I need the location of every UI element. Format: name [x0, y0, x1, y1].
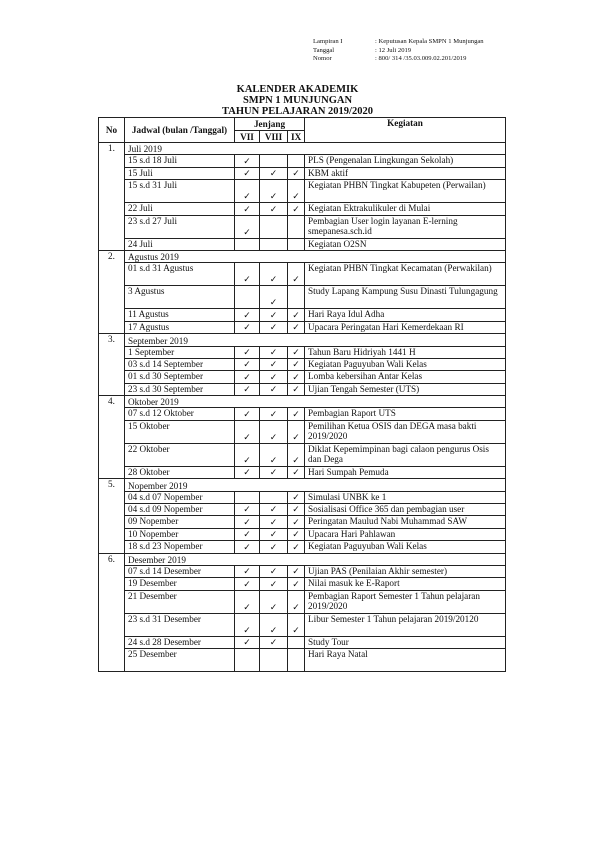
- level-ix-cell: [288, 371, 305, 383]
- check-mark-icon: ✓: [269, 579, 278, 590]
- schedule-date: 01 s.d 30 September: [125, 371, 235, 383]
- level-vii-cell: [235, 321, 260, 333]
- check-mark-icon: ✓: [292, 602, 300, 613]
- level-ix-cell: [288, 346, 305, 358]
- schedule-date: 3 Agustus: [125, 286, 235, 309]
- header-no: No: [99, 118, 125, 143]
- check-mark-icon: ✓: [243, 468, 251, 479]
- meta-row-tanggal: [313, 47, 484, 56]
- activity-text: Pembagian User login layanan E-lerning smepanesa.sch.id: [305, 215, 506, 238]
- level-viii-cell: [260, 371, 288, 383]
- section-row: [99, 334, 506, 346]
- section-number: 3.: [99, 334, 125, 396]
- schedule-date: 22 Oktober: [125, 443, 235, 466]
- schedule-date: 01 s.d 31 Agustus: [125, 263, 235, 286]
- check-mark-icon: ✓: [269, 567, 278, 578]
- check-mark-icon: ✓: [292, 542, 300, 553]
- decree-reference: [313, 38, 484, 64]
- level-ix-cell: [288, 491, 305, 503]
- level-vii-cell: [235, 528, 260, 540]
- check-mark-icon: ✓: [243, 409, 251, 420]
- level-ix-cell: [288, 541, 305, 553]
- level-viii-cell: [260, 443, 288, 466]
- header-vii: VII: [235, 131, 260, 143]
- schedule-date: 11 Agustus: [125, 309, 235, 321]
- level-ix-cell: [288, 383, 305, 395]
- check-mark-icon: ✓: [269, 530, 278, 541]
- table-row: [99, 590, 506, 613]
- activity-text: Pemilihan Ketua OSIS dan DEGA masa bakti 2019/2020: [305, 420, 506, 443]
- check-mark-icon: ✓: [292, 579, 300, 590]
- table-row: [99, 491, 506, 503]
- level-vii-cell: [235, 443, 260, 466]
- check-mark-icon: ✓: [269, 169, 278, 180]
- check-mark-icon: ✓: [269, 409, 278, 420]
- schedule-date: 28 Oktober: [125, 466, 235, 478]
- schedule-date: 1 September: [125, 346, 235, 358]
- section-number: 4.: [99, 396, 125, 479]
- schedule-date: 15 s.d 31 Juli: [125, 180, 235, 203]
- level-viii-cell: [260, 528, 288, 540]
- level-vii-cell: [235, 180, 260, 203]
- check-mark-icon: ✓: [292, 204, 300, 215]
- activity-text: Kegiatan PHBN Tingkat Kecamatan (Perwakilan): [305, 263, 506, 286]
- check-mark-icon: ✓: [269, 625, 278, 636]
- check-mark-icon: ✓: [269, 385, 278, 396]
- check-mark-icon: ✓: [292, 530, 300, 541]
- check-mark-icon: ✓: [243, 579, 251, 590]
- check-mark-icon: ✓: [292, 567, 300, 578]
- level-viii-cell: [260, 180, 288, 203]
- schedule-date: 25 Desember: [125, 649, 235, 672]
- check-mark-icon: ✓: [292, 493, 300, 504]
- check-mark-icon: ✓: [269, 602, 278, 613]
- level-vii-cell: [235, 516, 260, 528]
- section-month: Oktober 2019: [125, 396, 506, 408]
- check-mark-icon: ✓: [292, 517, 300, 528]
- check-mark-icon: ✓: [269, 347, 278, 358]
- table-row: [99, 420, 506, 443]
- table-row: [99, 215, 506, 238]
- table-row: [99, 203, 506, 215]
- level-ix-cell: [288, 443, 305, 466]
- activity-text: Ujian PAS (Penilaian Akhir semester): [305, 565, 506, 577]
- check-mark-icon: ✓: [243, 517, 251, 528]
- level-ix-cell: [288, 420, 305, 443]
- schedule-date: 24 s.d 28 Desember: [125, 636, 235, 648]
- table-row: [99, 516, 506, 528]
- table-row: [99, 286, 506, 309]
- check-mark-icon: ✓: [243, 625, 251, 636]
- check-mark-icon: ✓: [292, 625, 300, 636]
- level-viii-cell: [260, 613, 288, 636]
- check-mark-icon: ✓: [292, 468, 300, 479]
- level-viii-cell: [260, 491, 288, 503]
- activity-text: Kegiatan O2SN: [305, 238, 506, 250]
- level-ix-cell: [288, 286, 305, 309]
- check-mark-icon: ✓: [269, 298, 278, 309]
- check-mark-icon: ✓: [292, 455, 300, 466]
- level-viii-cell: [260, 358, 288, 370]
- activity-text: Kegiatan PHBN Tingkat Kabupeten (Perwailan): [305, 180, 506, 203]
- check-mark-icon: ✓: [292, 385, 300, 396]
- level-ix-cell: [288, 649, 305, 672]
- level-viii-cell: [260, 309, 288, 321]
- table-row: [99, 613, 506, 636]
- activity-text: Nilai masuk ke E-Raport: [305, 578, 506, 590]
- meta-label: Lampiran I: [313, 38, 343, 45]
- check-mark-icon: ✓: [243, 542, 251, 553]
- level-vii-cell: [235, 155, 260, 167]
- level-viii-cell: [260, 321, 288, 333]
- check-mark-icon: ✓: [292, 275, 300, 286]
- level-vii-cell: [235, 286, 260, 309]
- schedule-date: 22 Juli: [125, 203, 235, 215]
- check-mark-icon: ✓: [269, 275, 278, 286]
- meta-label: Tanggal: [313, 46, 335, 54]
- schedule-date: 23 s.d 27 Juli: [125, 215, 235, 238]
- check-mark-icon: ✓: [269, 323, 278, 334]
- header-ix: IX: [288, 131, 305, 143]
- check-mark-icon: ✓: [269, 204, 278, 215]
- table-row: [99, 541, 506, 553]
- level-ix-cell: [288, 408, 305, 420]
- check-mark-icon: ✓: [292, 323, 300, 334]
- level-ix-cell: [288, 203, 305, 215]
- level-ix-cell: [288, 263, 305, 286]
- level-ix-cell: [288, 516, 305, 528]
- header-viii: VIII: [260, 131, 288, 143]
- table-row: [99, 383, 506, 395]
- section-month: September 2019: [125, 334, 506, 346]
- level-ix-cell: [288, 238, 305, 250]
- section-row: [99, 479, 506, 491]
- check-mark-icon: ✓: [269, 468, 278, 479]
- level-viii-cell: [260, 263, 288, 286]
- level-vii-cell: [235, 649, 260, 672]
- level-vii-cell: [235, 466, 260, 478]
- check-mark-icon: ✓: [269, 455, 278, 466]
- check-mark-icon: ✓: [269, 638, 278, 649]
- check-mark-icon: ✓: [292, 432, 300, 443]
- table-row: [99, 636, 506, 648]
- section-number: 6.: [99, 553, 125, 672]
- level-ix-cell: [288, 613, 305, 636]
- check-mark-icon: ✓: [269, 505, 278, 516]
- activity-text: Pembagian Raport UTS: [305, 408, 506, 420]
- check-mark-icon: ✓: [243, 169, 251, 180]
- level-vii-cell: [235, 167, 260, 179]
- section-number: 1.: [99, 143, 125, 251]
- level-viii-cell: [260, 286, 288, 309]
- schedule-date: 09 Nopember: [125, 516, 235, 528]
- meta-value: : Keputusan Kepala SMPN 1 Munjungan: [375, 38, 484, 45]
- check-mark-icon: ✓: [243, 372, 251, 383]
- table-row: [99, 504, 506, 516]
- check-mark-icon: ✓: [292, 372, 300, 383]
- check-mark-icon: ✓: [243, 432, 251, 443]
- level-vii-cell: [235, 238, 260, 250]
- activity-text: Hari Raya Idul Adha: [305, 309, 506, 321]
- activity-text: KBM aktif: [305, 167, 506, 179]
- section-row: [99, 553, 506, 565]
- level-vii-cell: [235, 346, 260, 358]
- check-mark-icon: ✓: [243, 567, 251, 578]
- header-kegiatan: Kegiatan: [305, 118, 506, 143]
- level-viii-cell: [260, 238, 288, 250]
- level-viii-cell: [260, 636, 288, 648]
- check-mark-icon: ✓: [243, 638, 251, 649]
- level-vii-cell: [235, 371, 260, 383]
- check-mark-icon: ✓: [243, 530, 251, 541]
- check-mark-icon: ✓: [292, 347, 300, 358]
- level-vii-cell: [235, 408, 260, 420]
- table-row: [99, 466, 506, 478]
- check-mark-icon: ✓: [269, 372, 278, 383]
- title-line-2: SMPN 1 MUNJUNGAN: [242, 95, 353, 106]
- level-ix-cell: [288, 321, 305, 333]
- check-mark-icon: ✓: [243, 310, 251, 321]
- table-row: [99, 321, 506, 333]
- schedule-date: 24 Juli: [125, 238, 235, 250]
- meta-value: : 12 Juli 2019: [375, 46, 412, 54]
- section-row: [99, 143, 506, 155]
- check-mark-icon: ✓: [292, 505, 300, 516]
- meta-value: : 800/ 314 /35.03.009.02.201/2019: [375, 55, 467, 63]
- level-viii-cell: [260, 346, 288, 358]
- schedule-date: 04 s.d 07 Nopember: [125, 491, 235, 503]
- level-ix-cell: [288, 358, 305, 370]
- calendar-body: [99, 143, 506, 672]
- check-mark-icon: ✓: [269, 542, 278, 553]
- title-line-1: KALENDER AKADEMIK: [236, 84, 359, 95]
- level-viii-cell: [260, 565, 288, 577]
- meta-row-nomor: [313, 55, 484, 64]
- level-vii-cell: [235, 613, 260, 636]
- section-number: 5.: [99, 479, 125, 553]
- title-line-3: TAHUN PELAJARAN 2019/2020: [222, 106, 373, 117]
- level-viii-cell: [260, 541, 288, 553]
- schedule-date: 19 Desember: [125, 578, 235, 590]
- level-viii-cell: [260, 504, 288, 516]
- schedule-date: 15 Oktober: [125, 420, 235, 443]
- level-viii-cell: [260, 516, 288, 528]
- level-viii-cell: [260, 578, 288, 590]
- check-mark-icon: ✓: [269, 432, 278, 443]
- schedule-date: 23 s.d 30 September: [125, 383, 235, 395]
- level-viii-cell: [260, 215, 288, 238]
- check-mark-icon: ✓: [292, 192, 300, 203]
- level-ix-cell: [288, 565, 305, 577]
- activity-text: PLS (Pengenalan Lingkungan Sekolah): [305, 155, 506, 167]
- level-viii-cell: [260, 383, 288, 395]
- level-vii-cell: [235, 215, 260, 238]
- level-vii-cell: [235, 383, 260, 395]
- table-row: [99, 167, 506, 179]
- level-ix-cell: [288, 155, 305, 167]
- activity-text: Hari Raya Natal: [305, 649, 506, 672]
- schedule-date: 18 s.d 23 Nopember: [125, 541, 235, 553]
- level-ix-cell: [288, 578, 305, 590]
- check-mark-icon: ✓: [243, 204, 251, 215]
- activity-text: Upacara Hari Pahlawan: [305, 528, 506, 540]
- level-ix-cell: [288, 504, 305, 516]
- level-vii-cell: [235, 578, 260, 590]
- header-jadwal: Jadwal (bulan /Tanggal): [125, 118, 235, 143]
- level-vii-cell: [235, 203, 260, 215]
- level-vii-cell: [235, 358, 260, 370]
- level-viii-cell: [260, 466, 288, 478]
- activity-text: Kegiatan Ektrakulikuler di Mulai: [305, 203, 506, 215]
- level-viii-cell: [260, 203, 288, 215]
- level-vii-cell: [235, 491, 260, 503]
- level-ix-cell: [288, 590, 305, 613]
- activity-text: Kegiatan Paguyuban Wali Kelas: [305, 541, 506, 553]
- section-row: [99, 250, 506, 262]
- level-ix-cell: [288, 309, 305, 321]
- header-jenjang: Jenjang: [235, 118, 305, 131]
- level-vii-cell: [235, 263, 260, 286]
- level-vii-cell: [235, 541, 260, 553]
- level-viii-cell: [260, 167, 288, 179]
- check-mark-icon: ✓: [243, 347, 251, 358]
- section-month: Agustus 2019: [125, 250, 506, 262]
- activity-text: Tahun Baru Hidriyah 1441 H: [305, 346, 506, 358]
- level-ix-cell: [288, 528, 305, 540]
- table-row: [99, 346, 506, 358]
- table-row: [99, 180, 506, 203]
- activity-text: Sosialisasi Office 365 dan pembagian user: [305, 504, 506, 516]
- check-mark-icon: ✓: [292, 360, 300, 371]
- activity-text: Lomba kebersihan Antar Kelas: [305, 371, 506, 383]
- table-row: [99, 578, 506, 590]
- schedule-date: 15 Juli: [125, 167, 235, 179]
- document-title: [0, 84, 595, 117]
- schedule-date: 15 s.d 18 Juli: [125, 155, 235, 167]
- check-mark-icon: ✓: [243, 227, 251, 238]
- check-mark-icon: ✓: [292, 409, 300, 420]
- table-row: [99, 371, 506, 383]
- level-vii-cell: [235, 565, 260, 577]
- table-row: [99, 155, 506, 167]
- table-row: [99, 408, 506, 420]
- activity-text: Kegiatan Paguyuban Wali Kelas: [305, 358, 506, 370]
- check-mark-icon: ✓: [243, 192, 251, 203]
- table-row: [99, 649, 506, 672]
- academic-calendar-table: [98, 117, 506, 672]
- schedule-date: 04 s.d 09 Nopember: [125, 504, 235, 516]
- level-vii-cell: [235, 420, 260, 443]
- check-mark-icon: ✓: [243, 455, 251, 466]
- schedule-date: 17 Agustus: [125, 321, 235, 333]
- check-mark-icon: ✓: [243, 275, 251, 286]
- check-mark-icon: ✓: [269, 192, 278, 203]
- check-mark-icon: ✓: [292, 310, 300, 321]
- level-vii-cell: [235, 309, 260, 321]
- activity-text: Pembagian Raport Semester 1 Tahun pelajaran 2019/2020: [305, 590, 506, 613]
- section-month: Juli 2019: [125, 143, 506, 155]
- level-vii-cell: [235, 590, 260, 613]
- table-row: [99, 309, 506, 321]
- table-row: [99, 263, 506, 286]
- table-row: [99, 358, 506, 370]
- level-viii-cell: [260, 420, 288, 443]
- level-viii-cell: [260, 408, 288, 420]
- level-ix-cell: [288, 636, 305, 648]
- check-mark-icon: ✓: [292, 169, 300, 180]
- section-month: Nopember 2019: [125, 479, 506, 491]
- table-row: [99, 443, 506, 466]
- table-row: [99, 528, 506, 540]
- level-ix-cell: [288, 167, 305, 179]
- activity-text: Libur Semester 1 Tahun pelajaran 2019/20120: [305, 613, 506, 636]
- level-viii-cell: [260, 590, 288, 613]
- section-month: Desember 2019: [125, 553, 506, 565]
- check-mark-icon: ✓: [243, 602, 251, 613]
- activity-text: Study Tour: [305, 636, 506, 648]
- section-row: [99, 396, 506, 408]
- check-mark-icon: ✓: [269, 360, 278, 371]
- check-mark-icon: ✓: [243, 156, 251, 167]
- check-mark-icon: ✓: [243, 505, 251, 516]
- level-viii-cell: [260, 155, 288, 167]
- level-vii-cell: [235, 504, 260, 516]
- activity-text: Peringatan Maulud Nabi Muhammad SAW: [305, 516, 506, 528]
- schedule-date: 21 Desember: [125, 590, 235, 613]
- level-ix-cell: [288, 180, 305, 203]
- check-mark-icon: ✓: [269, 517, 278, 528]
- check-mark-icon: ✓: [243, 323, 251, 334]
- meta-label: Nomor: [313, 55, 332, 63]
- level-ix-cell: [288, 215, 305, 238]
- table-row: [99, 565, 506, 577]
- level-vii-cell: [235, 636, 260, 648]
- activity-text: Upacara Peringatan Hari Kemerdekaan RI: [305, 321, 506, 333]
- activity-text: Simulasi UNBK ke 1: [305, 491, 506, 503]
- activity-text: Diklat Kepemimpinan bagi calaon pengurus Osis dan Dega: [305, 443, 506, 466]
- schedule-date: 23 s.d 31 Desember: [125, 613, 235, 636]
- schedule-date: 07 s.d 12 Oktober: [125, 408, 235, 420]
- check-mark-icon: ✓: [269, 310, 278, 321]
- activity-text: Hari Sumpah Pemuda: [305, 466, 506, 478]
- check-mark-icon: ✓: [243, 360, 251, 371]
- check-mark-icon: ✓: [243, 385, 251, 396]
- level-ix-cell: [288, 466, 305, 478]
- schedule-date: 10 Nopember: [125, 528, 235, 540]
- meta-row-lampiran: [313, 38, 484, 47]
- activity-text: Ujian Tengah Semester (UTS): [305, 383, 506, 395]
- section-number: 2.: [99, 250, 125, 333]
- activity-text: Study Lapang Kampung Susu Dinasti Tulungagung: [305, 286, 506, 309]
- schedule-date: 07 s.d 14 Desember: [125, 565, 235, 577]
- schedule-date: 03 s.d 14 September: [125, 358, 235, 370]
- level-viii-cell: [260, 649, 288, 672]
- table-row: [99, 238, 506, 250]
